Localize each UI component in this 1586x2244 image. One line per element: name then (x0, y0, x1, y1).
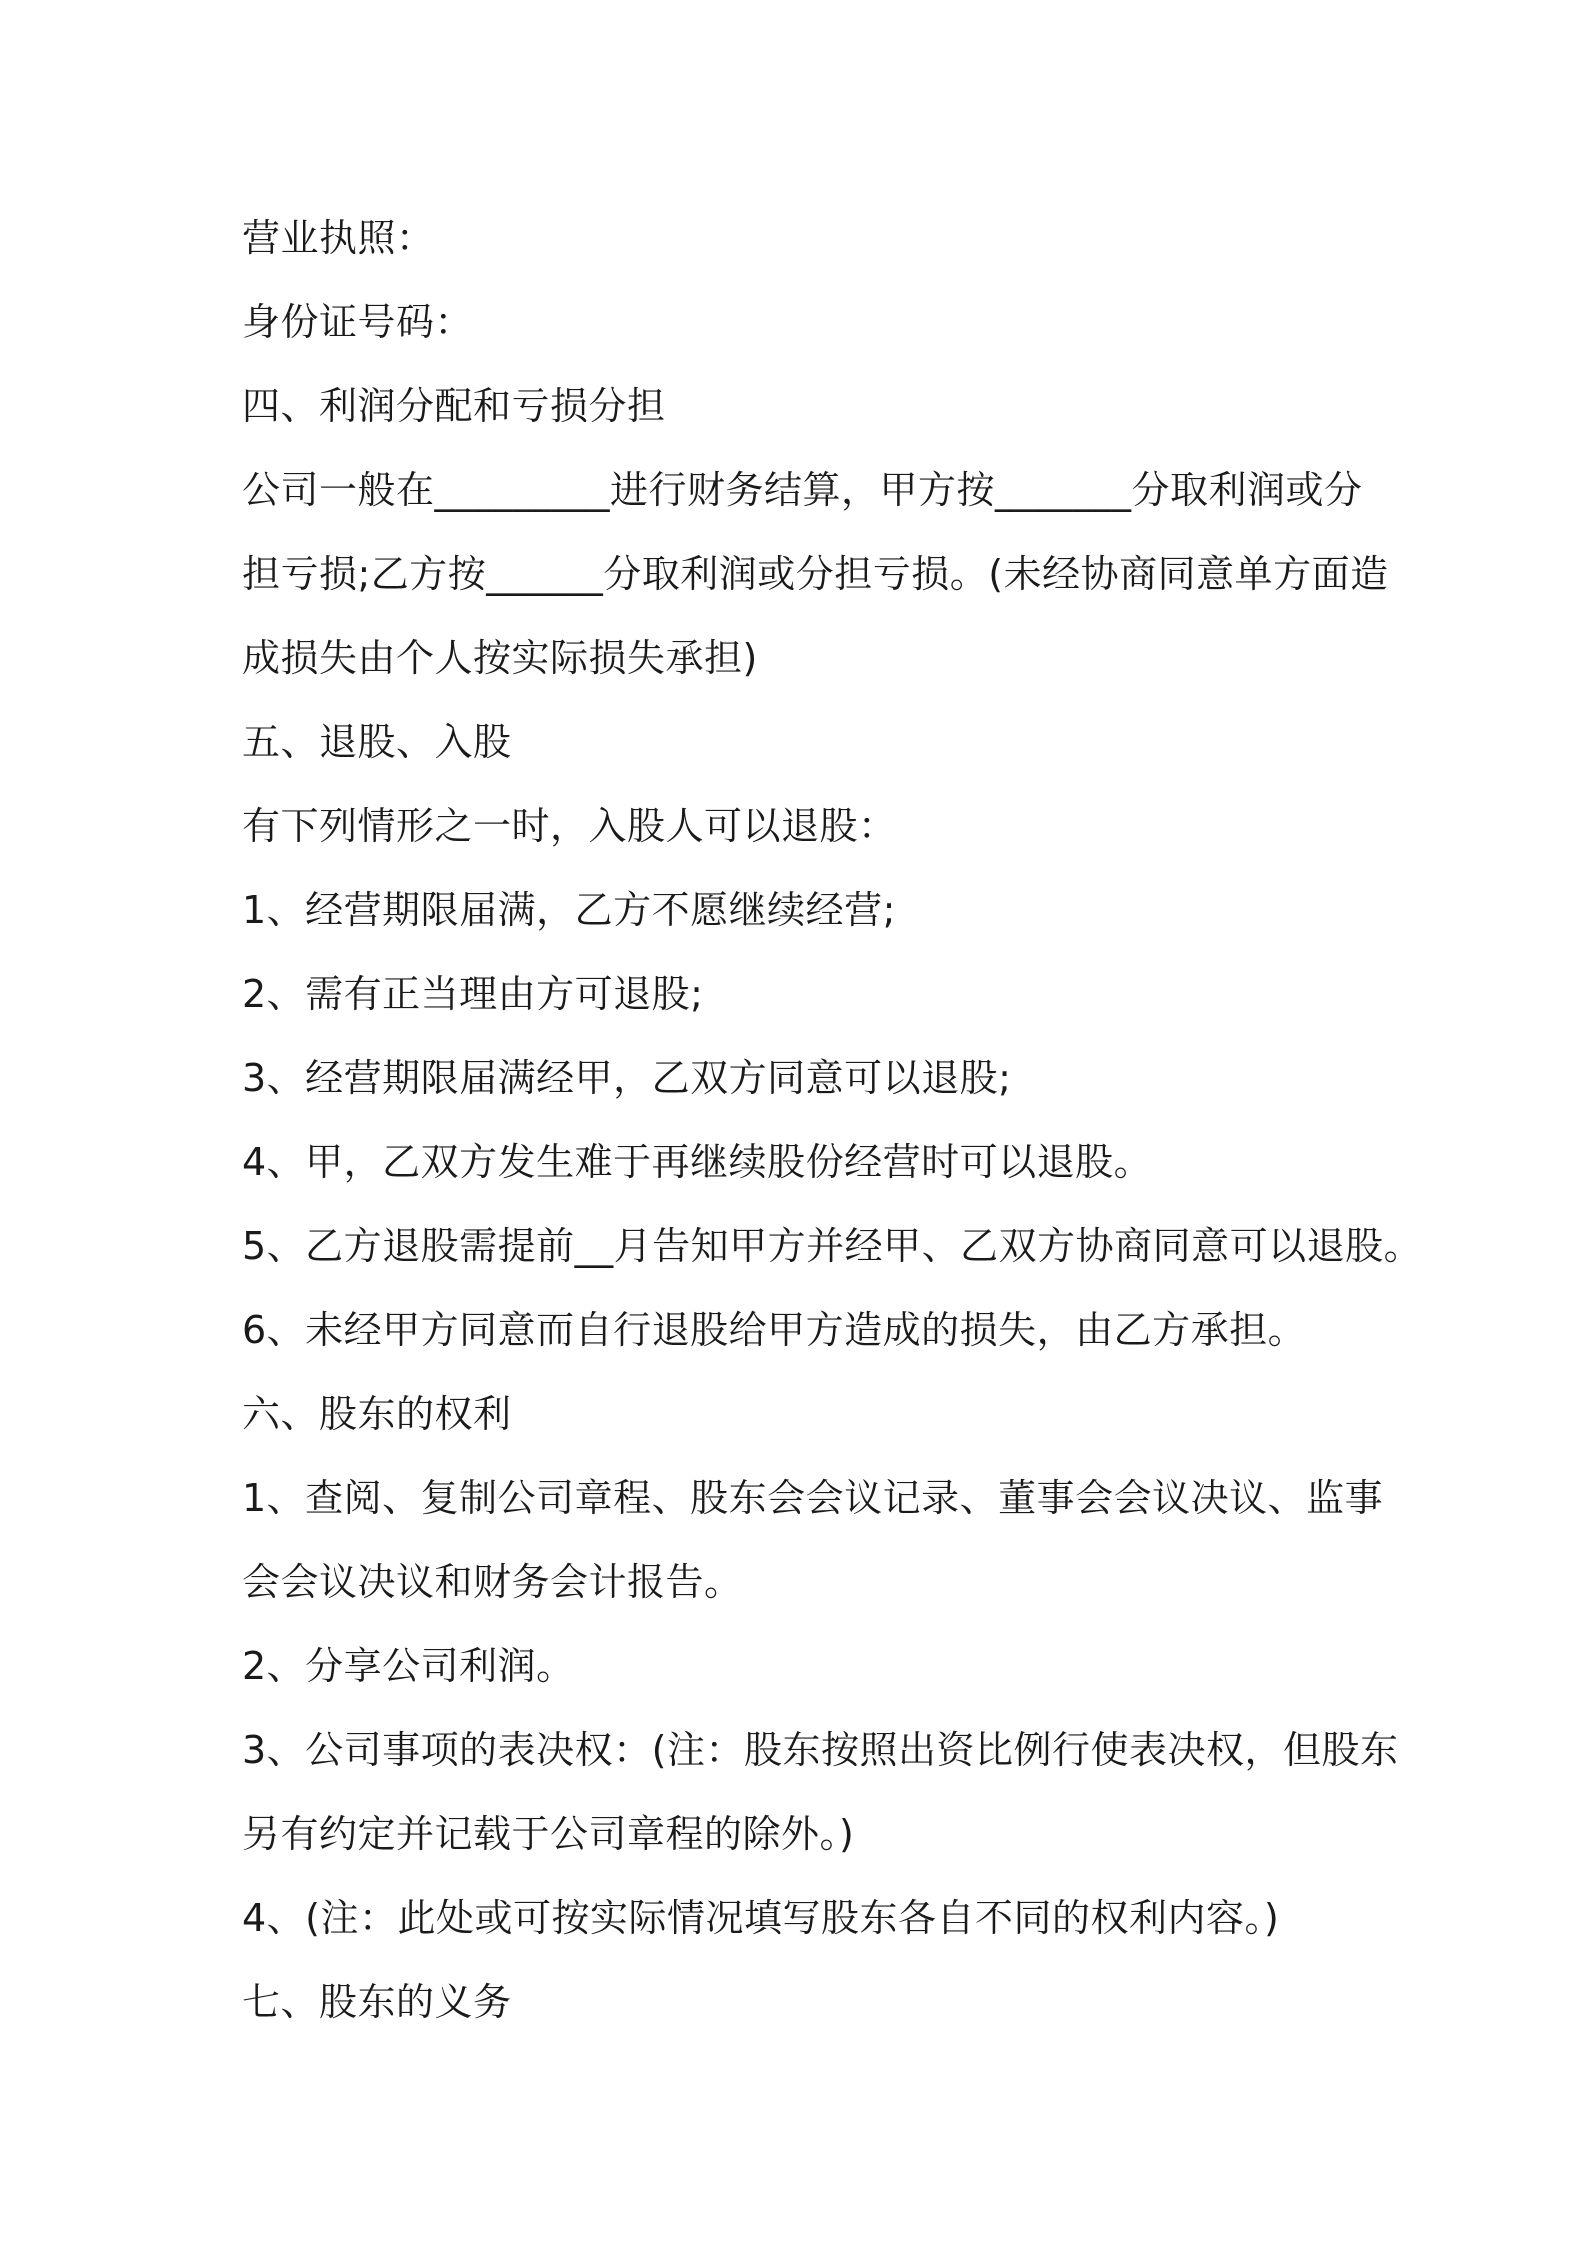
paragraph-line: 公司一般在_________进行财务结算，甲方按_______分取利润或分 (242, 468, 1363, 512)
list-item: 5、乙方退股需提前__月告知甲方并经甲、乙双方协商同意可以退股。 (242, 1224, 1423, 1268)
list-item: 1、查阅、复制公司章程、股东会会议记录、董事会会议决议、监事 (242, 1476, 1384, 1520)
list-item: 4、甲，乙双方发生难于再继续股份经营时可以退股。 (242, 1140, 1153, 1184)
section-heading-rights: 六、股东的权利 (242, 1392, 512, 1436)
field-id-number: 身份证号码： (242, 300, 474, 344)
section-heading-withdrawal: 五、退股、入股 (242, 720, 512, 764)
list-item: 2、需有正当理由方可退股; (242, 972, 704, 1016)
field-business-license: 营业执照： (242, 216, 435, 260)
list-item: 1、经营期限届满，乙方不愿继续经营; (242, 888, 896, 932)
list-item-continuation: 会会议决议和财务会计报告。 (242, 1560, 743, 1604)
list-item: 3、公司事项的表决权：(注：股东按照出资比例行使表决权，但股东 (242, 1728, 1399, 1772)
section-heading-obligations: 七、股东的义务 (242, 1980, 512, 2024)
paragraph-line: 有下列情形之一时，入股人可以退股： (242, 804, 897, 848)
list-item: 2、分享公司利润。 (242, 1644, 575, 1688)
paragraph-line: 成损失由个人按实际损失承担) (242, 636, 758, 680)
paragraph-line: 担亏损;乙方按______分取利润或分担亏损。(未经协商同意单方面造 (242, 552, 1389, 596)
document-body (242, 196, 1423, 2044)
list-item: 4、(注：此处或可按实际情况填写股东各自不同的权利内容。) (242, 1896, 1280, 1940)
section-heading-profit: 四、利润分配和亏损分担 (242, 384, 666, 428)
list-item: 6、未经甲方同意而自行退股给甲方造成的损失，由乙方承担。 (242, 1308, 1307, 1352)
list-item: 3、经营期限届满经甲，乙双方同意可以退股; (242, 1056, 1012, 1100)
list-item-continuation: 另有约定并记载于公司章程的除外。) (242, 1812, 855, 1856)
